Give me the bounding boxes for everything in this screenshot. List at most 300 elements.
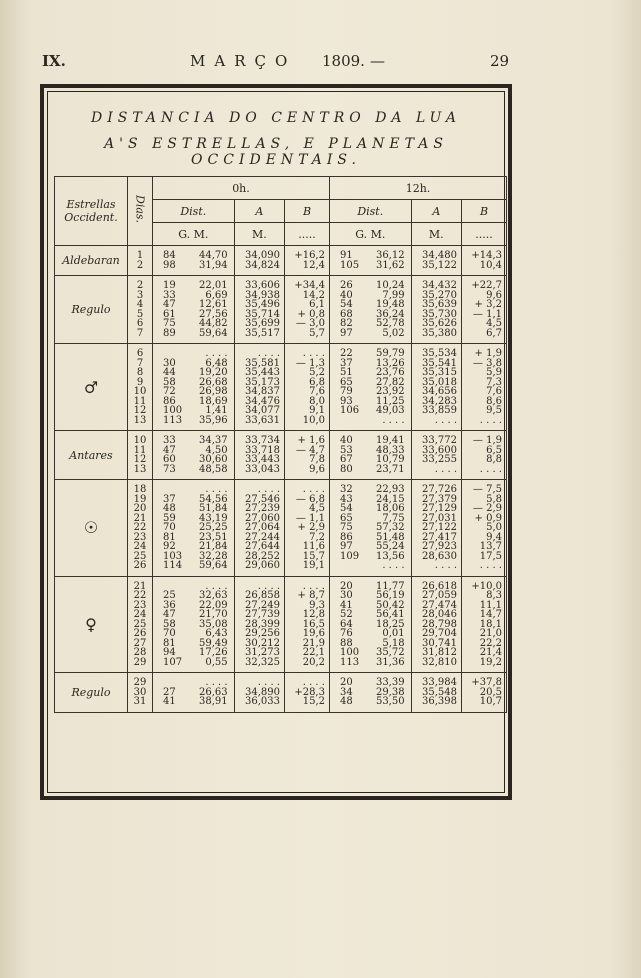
- dist-12h-value: 76 0,01: [339, 628, 405, 639]
- b-12h-value: +37,8: [471, 677, 502, 688]
- b-12h-value: 19,2: [479, 656, 502, 668]
- b-12h: [462, 480, 507, 577]
- day-numbers: [128, 673, 153, 713]
- a-12h-value: 30,741: [422, 637, 458, 649]
- dots-unit-12h: .....: [462, 223, 507, 246]
- dist-0h-value: 19 22,01: [163, 280, 228, 291]
- a-12h-value: 35,730: [422, 308, 458, 320]
- day-numbers: [128, 246, 153, 276]
- b-12h-value: +14,3: [471, 250, 502, 261]
- dist-0h-value: 61 27,56: [163, 308, 228, 320]
- a-0h-value: 32,325: [245, 656, 281, 668]
- b-12h-value: 6,7: [486, 327, 502, 339]
- star-name: ♂: [55, 344, 128, 431]
- dist-12h-value: 80 23,71: [339, 463, 405, 475]
- a-0h-value: 27,546: [245, 493, 281, 505]
- a-12h-value: . . . .: [434, 414, 458, 426]
- b-12h-value: 5,9: [486, 367, 502, 378]
- a-12h-value: 35,548: [422, 686, 458, 698]
- b-0h-value: 15,7: [302, 550, 325, 562]
- dist-12h: [329, 673, 411, 713]
- a-0h-value: 35,517: [245, 327, 281, 339]
- dist-header-12h: Dist.: [329, 200, 411, 223]
- b-12h-value: 9,5: [486, 405, 502, 416]
- a-12h-value: 27,417: [422, 531, 458, 543]
- dist-0h-value: 86 18,69: [163, 395, 228, 407]
- b-12h: [462, 344, 507, 431]
- dist-12h-value: 65 7,75: [339, 512, 405, 524]
- b-0h: [285, 673, 330, 713]
- dist-12h-value: 32 22,93: [339, 484, 405, 495]
- dist-12h-value: 68 36,24: [339, 308, 405, 320]
- title-line-1: DISTANCIA DO CENTRO DA LUA: [90, 110, 462, 126]
- b-0h-value: 14,2: [302, 289, 325, 301]
- dist-12h-value: 34 29,38: [339, 686, 405, 698]
- b-12h-value: 7,3: [486, 376, 502, 388]
- b-0h-value: — 4,7: [295, 444, 325, 456]
- b-0h: [285, 246, 330, 276]
- b-0h-value: 9,1: [309, 405, 325, 416]
- a-0h-value: 33,043: [245, 463, 281, 475]
- dist-12h: [329, 344, 411, 431]
- dist-0h-value: 41 38,91: [163, 696, 228, 707]
- a-0h-value: 34,890: [245, 686, 281, 698]
- b-12h-value: 6,5: [486, 444, 502, 456]
- a-0h-value: . . . .: [257, 348, 281, 359]
- b-12h: [462, 246, 507, 276]
- day-numbers-value: 9: [136, 376, 144, 388]
- dist-12h-value: 88 5,18: [339, 637, 405, 649]
- day-numbers-value: 6: [136, 318, 144, 329]
- dist-12h-value: . . . .: [382, 414, 405, 426]
- a-0h-value: 33,718: [245, 444, 281, 456]
- a-12h-value: 27,122: [422, 522, 458, 533]
- b-12h-value: 5,0: [486, 522, 502, 533]
- dist-12h-value: 54 18,06: [339, 503, 405, 514]
- day-numbers-value: 2: [136, 280, 144, 291]
- a-0h-value: 35,699: [245, 318, 281, 329]
- b-0h: [285, 431, 330, 480]
- b-0h: [285, 276, 330, 344]
- day-numbers-value: 26: [133, 628, 147, 639]
- day-numbers-value: 19: [133, 493, 147, 505]
- b-12h-value: 8,6: [486, 395, 502, 407]
- star-column-header: Estrellas Occident.: [55, 177, 128, 246]
- b-0h-value: — 1,3: [295, 357, 325, 369]
- day-numbers: [128, 276, 153, 344]
- b-0h-value: + 0,8: [297, 308, 325, 320]
- star-group-row: [55, 344, 507, 431]
- time-0h-header: 0h.: [153, 177, 330, 200]
- a-0h-value: 34,938: [245, 289, 281, 301]
- page-number: 29: [490, 52, 510, 70]
- day-numbers-value: 31: [133, 696, 147, 707]
- days-column-header: Dias.: [128, 177, 153, 246]
- running-header: [0, 52, 641, 74]
- dist-12h-value: 109 13,56: [339, 550, 405, 562]
- day-numbers-value: 23: [133, 599, 147, 611]
- b-12h-value: 8,3: [486, 590, 502, 601]
- a-12h-value: 35,541: [422, 357, 458, 369]
- a-0h-value: 26,858: [245, 590, 281, 601]
- star-group-row: [55, 431, 507, 480]
- b-12h-value: 17,5: [479, 550, 502, 562]
- b-12h-value: 21,4: [479, 647, 502, 658]
- star-name: ♀: [55, 576, 128, 673]
- day-numbers-value: 29: [133, 656, 147, 668]
- a-0h-value: 35,714: [245, 308, 281, 320]
- a-0h-value: 34,476: [245, 395, 281, 407]
- star-name: Antares: [55, 431, 128, 480]
- a-12h-value: 33,255: [422, 454, 458, 465]
- dist-12h-value: 40 7,99: [339, 289, 405, 301]
- dist-12h-value: 65 27,82: [339, 376, 405, 388]
- a-12h-value: 35,315: [422, 367, 458, 378]
- day-numbers-value: 7: [136, 357, 144, 369]
- dist-0h-value: 47 21,70: [163, 609, 228, 620]
- a-0h-value: 27,064: [245, 522, 281, 533]
- dist-12h-value: 106 49,03: [339, 405, 405, 416]
- b-0h-value: +16,2: [294, 250, 325, 261]
- dist-0h-value: 30 6,48: [163, 357, 228, 369]
- a-12h: [411, 246, 461, 276]
- dist-0h-value: . . . .: [205, 580, 228, 592]
- day-numbers-value: 5: [136, 308, 144, 320]
- a-12h-value: 27,031: [422, 512, 458, 524]
- day-numbers-value: 28: [133, 647, 147, 658]
- b-12h-value: 10,7: [479, 696, 502, 707]
- a-0h-value: 27,739: [245, 609, 281, 620]
- b-12h-value: 14,7: [479, 609, 502, 620]
- a-0h-value: 35,443: [245, 367, 281, 378]
- dist-12h-value: 48 53,50: [339, 696, 405, 707]
- dist-0h-value: 81 59,49: [163, 637, 228, 649]
- day-numbers-value: 1: [136, 250, 144, 261]
- day-numbers-value: 26: [133, 560, 147, 571]
- day-numbers: [128, 431, 153, 480]
- dist-12h-value: 79 23,92: [339, 386, 405, 397]
- dist-12h-value: 75 57,32: [339, 522, 405, 533]
- b-0h-value: +34,4: [294, 280, 325, 291]
- dist-12h-value: 20 11,77: [339, 580, 405, 592]
- b-0h-value: — 1,1: [295, 512, 325, 524]
- dist-0h-value: 113 35,96: [163, 414, 228, 426]
- a-12h-value: 35,626: [422, 318, 458, 329]
- b-12h-value: . . . .: [479, 414, 502, 426]
- dist-0h-value: 70 25,25: [163, 522, 228, 533]
- dist-0h-value: 81 23,51: [163, 531, 228, 543]
- day-numbers: [128, 576, 153, 673]
- day-numbers-value: 12: [133, 454, 147, 465]
- a-12h-value: 31,812: [422, 647, 458, 658]
- b-0h-value: + 8,7: [297, 590, 325, 601]
- dist-0h: [153, 246, 235, 276]
- day-numbers-value: 24: [133, 609, 147, 620]
- a-0h-value: 27,249: [245, 599, 281, 611]
- dist-0h-value: 92 21,84: [163, 541, 228, 552]
- dots-unit-0h: .....: [285, 223, 330, 246]
- b-0h-value: . . . .: [302, 580, 325, 592]
- a-12h-value: 28,630: [422, 550, 458, 562]
- dist-0h-value: 60 30,60: [163, 454, 228, 465]
- b-0h: [285, 576, 330, 673]
- b-12h-value: — 7,5: [472, 484, 502, 495]
- dist-0h-value: 73 48,58: [163, 463, 228, 475]
- b-0h-value: 4,5: [309, 503, 325, 514]
- a-0h: [234, 673, 284, 713]
- day-numbers: [128, 344, 153, 431]
- star-group-row: [55, 673, 507, 713]
- time-12h-header: 12h.: [329, 177, 506, 200]
- b-12h-value: 4,5: [486, 318, 502, 329]
- dist-0h-value: 58 35,08: [163, 618, 228, 630]
- dist-12h: [329, 431, 411, 480]
- day-numbers: [128, 480, 153, 577]
- a-12h-value: 35,270: [422, 289, 458, 301]
- a-0h: [234, 431, 284, 480]
- dist-12h-value: 20 33,39: [339, 677, 405, 688]
- dist-12h-value: 37 13,26: [339, 357, 405, 369]
- b-12h-value: 7,6: [486, 386, 502, 397]
- b-0h-value: 7,6: [309, 386, 325, 397]
- m-unit-12h: M.: [411, 223, 461, 246]
- a-0h-value: 34,824: [245, 259, 281, 271]
- dist-12h: [329, 246, 411, 276]
- dist-12h-value: 41 50,42: [339, 599, 405, 611]
- title-line-2: A'S ESTRELLAS, E PLANETAS OCCIDENTAIS.: [104, 136, 448, 168]
- a-0h-value: 36,033: [245, 696, 281, 707]
- dist-12h-value: 64 18,25: [339, 618, 405, 630]
- dist-0h-value: 36 22,09: [163, 599, 228, 611]
- a-12h-value: 27,059: [422, 590, 458, 601]
- day-numbers-value: 27: [133, 637, 147, 649]
- dist-0h-value: 84 44,70: [163, 250, 228, 261]
- dist-0h-value: 59 43,19: [163, 512, 228, 524]
- day-numbers-value: 18: [133, 484, 147, 495]
- a-12h-value: 35,122: [422, 259, 458, 271]
- a-12h-value: 35,380: [422, 327, 458, 339]
- dist-0h-value: 100 1,41: [163, 405, 228, 416]
- dist-12h-value: 54 19,48: [339, 299, 405, 310]
- b-0h-value: +28,3: [294, 686, 325, 698]
- day-numbers-value: 13: [133, 463, 147, 475]
- header-row-time: [55, 177, 507, 200]
- a-header-12h: A: [411, 200, 461, 223]
- dist-12h-value: 91 36,12: [339, 250, 405, 261]
- dist-12h: [329, 576, 411, 673]
- b-12h-value: 11,1: [479, 599, 502, 611]
- b-12h-value: 13,7: [479, 541, 502, 552]
- day-numbers-value: 23: [133, 531, 147, 543]
- a-12h-value: 36,398: [422, 696, 458, 707]
- b-0h-value: 6,8: [309, 376, 325, 388]
- b-0h-value: . . . .: [302, 348, 325, 359]
- a-0h-value: 28,252: [245, 550, 281, 562]
- b-0h-value: 6,1: [309, 299, 325, 310]
- dist-12h-value: 40 19,41: [339, 435, 405, 446]
- dist-12h-value: 26 10,24: [339, 280, 405, 291]
- dist-0h-value: 33 6,69: [163, 289, 228, 301]
- a-0h-value: 31,273: [245, 647, 281, 658]
- a-12h-value: 28,798: [422, 618, 458, 630]
- a-12h-value: 33,772: [422, 435, 458, 446]
- b-header-12h: B: [462, 200, 507, 223]
- a-12h-value: 34,283: [422, 395, 458, 407]
- day-numbers-value: 20: [133, 503, 147, 514]
- day-numbers-value: 25: [133, 550, 147, 562]
- star-name: Aldebaran: [55, 246, 128, 276]
- day-numbers-value: 24: [133, 541, 147, 552]
- a-0h-value: 33,443: [245, 454, 281, 465]
- dist-12h: [329, 480, 411, 577]
- dist-12h-value: 67 10,79: [339, 454, 405, 465]
- dist-0h: [153, 480, 235, 577]
- a-0h-value: . . . .: [257, 580, 281, 592]
- b-12h-value: — 3,8: [472, 357, 502, 369]
- dist-0h-value: 72 26,98: [163, 386, 228, 397]
- b-0h-value: 12,8: [302, 609, 325, 620]
- a-0h-value: 33,631: [245, 414, 281, 426]
- day-numbers-value: 30: [133, 686, 147, 698]
- dist-0h: [153, 276, 235, 344]
- a-12h-value: 27,474: [422, 599, 458, 611]
- dist-0h-value: 44 19,20: [163, 367, 228, 378]
- dist-12h-value: 52 56,41: [339, 609, 405, 620]
- star-group-row: [55, 276, 507, 344]
- b-0h-value: 7,8: [309, 454, 325, 465]
- dist-0h-value: 70 6,43: [163, 628, 228, 639]
- a-12h: [411, 576, 461, 673]
- a-0h-value: 29,060: [245, 560, 281, 571]
- b-0h-value: 5,7: [309, 327, 325, 339]
- a-0h-value: 35,581: [245, 357, 281, 369]
- b-12h-value: — 1,1: [472, 308, 502, 320]
- b-12h-value: 5,8: [486, 493, 502, 505]
- b-0h-value: + 2,9: [297, 522, 325, 533]
- b-0h-value: 11,6: [302, 541, 325, 552]
- a-12h-value: 35,639: [422, 299, 458, 310]
- dist-12h-value: 82 52,78: [339, 318, 405, 329]
- a-0h-value: 27,239: [245, 503, 281, 514]
- dist-0h: [153, 431, 235, 480]
- b-12h-value: . . . .: [479, 560, 502, 571]
- day-numbers-value: 29: [133, 677, 147, 688]
- a-12h-value: 32,810: [422, 656, 458, 668]
- day-numbers-value: 4: [136, 299, 144, 310]
- dist-12h-value: 86 51,48: [339, 531, 405, 543]
- b-12h-value: 22,2: [479, 637, 502, 649]
- header-dash: —: [370, 52, 385, 70]
- b-12h-value: — 1,9: [472, 435, 502, 446]
- day-numbers-value: 25: [133, 618, 147, 630]
- b-12h-value: + 3,2: [474, 299, 502, 310]
- dist-0h-value: 37 54,56: [163, 493, 228, 505]
- day-numbers-value: 8: [136, 367, 144, 378]
- a-12h-value: 34,480: [422, 250, 458, 261]
- a-12h-value: 35,018: [422, 376, 458, 388]
- a-0h: [234, 576, 284, 673]
- b-0h-value: 12,4: [302, 259, 325, 271]
- b-12h-value: 21,0: [479, 628, 502, 639]
- dist-0h-value: 103 32,28: [163, 550, 228, 562]
- b-0h-value: 5,2: [309, 367, 325, 378]
- dist-12h-value: 93 11,25: [339, 395, 405, 407]
- a-0h-value: 34,837: [245, 386, 281, 397]
- a-12h-value: . . . .: [434, 463, 458, 475]
- dist-0h-value: 107 0,55: [163, 656, 228, 668]
- dist-header-0h: Dist.: [153, 200, 235, 223]
- a-0h-value: 34,090: [245, 250, 281, 261]
- b-12h-value: +22,7: [471, 280, 502, 291]
- b-12h-value: 8,8: [486, 454, 502, 465]
- dist-0h-value: . . . .: [205, 348, 228, 359]
- b-12h-value: 10,4: [479, 259, 502, 271]
- a-0h: [234, 344, 284, 431]
- b-0h-value: + 1,6: [297, 435, 325, 446]
- a-header-0h: A: [234, 200, 284, 223]
- a-12h-value: 33,984: [422, 677, 458, 688]
- day-numbers-value: 21: [133, 580, 147, 592]
- day-numbers-value: 22: [133, 590, 147, 601]
- b-12h-value: 20,5: [479, 686, 502, 698]
- dist-12h-value: 97 55,24: [339, 541, 405, 552]
- a-0h-value: . . . .: [257, 484, 281, 495]
- dist-12h-value: . . . .: [382, 560, 405, 571]
- dist-12h-value: 53 48,33: [339, 444, 405, 456]
- a-12h-value: 26,618: [422, 580, 458, 592]
- b-12h: [462, 431, 507, 480]
- dist-12h-value: 97 5,02: [339, 327, 405, 339]
- a-0h-value: 27,060: [245, 512, 281, 524]
- m-unit-0h: M.: [234, 223, 284, 246]
- day-numbers-value: 12: [133, 405, 147, 416]
- a-0h-value: 34,077: [245, 405, 281, 416]
- b-0h-value: 19,6: [302, 628, 325, 639]
- b-12h-value: . . . .: [479, 463, 502, 475]
- gm-unit-12h: G. M.: [329, 223, 411, 246]
- a-0h: [234, 480, 284, 577]
- dist-0h-value: 27 26,63: [163, 686, 228, 698]
- table-frame: [40, 84, 512, 800]
- table-inner-frame: [47, 91, 505, 793]
- b-0h-value: 20,2: [302, 656, 325, 668]
- a-12h-value: 29,704: [422, 628, 458, 639]
- month: MARÇO: [190, 52, 297, 70]
- a-0h-value: 27,644: [245, 541, 281, 552]
- b-12h-value: 9,4: [486, 531, 502, 543]
- b-12h-value: +10,0: [471, 580, 502, 592]
- dist-0h-value: 114 59,64: [163, 560, 228, 571]
- dist-12h-value: 22 59,79: [339, 348, 405, 359]
- b-header-0h: B: [285, 200, 330, 223]
- day-numbers-value: 13: [133, 414, 147, 426]
- a-12h: [411, 276, 461, 344]
- a-0h-value: 35,496: [245, 299, 281, 310]
- day-numbers-value: 22: [133, 522, 147, 533]
- day-numbers-value: 11: [133, 444, 147, 456]
- b-0h-value: 22,1: [302, 647, 325, 658]
- day-numbers-value: 11: [133, 395, 147, 407]
- star-group-row: [55, 246, 507, 276]
- b-0h-value: 9,6: [309, 463, 325, 475]
- a-12h-value: 33,600: [422, 444, 458, 456]
- dist-0h-value: 48 51,84: [163, 503, 228, 514]
- dist-0h-value: 47 12,61: [163, 299, 228, 310]
- b-12h: [462, 276, 507, 344]
- a-12h-value: 27,129: [422, 503, 458, 514]
- b-0h-value: 8,0: [309, 395, 325, 407]
- day-numbers-value: 6: [136, 348, 144, 359]
